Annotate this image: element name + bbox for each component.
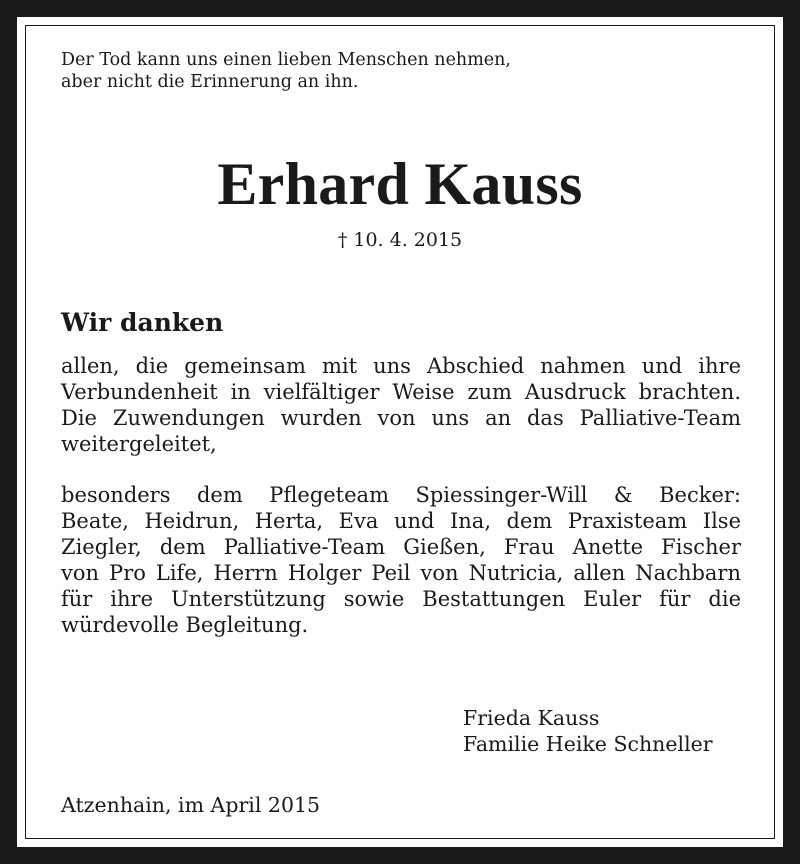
- deceased-name: Erhard Kauss: [217, 151, 583, 217]
- paragraph-line: Verbundenheit in vielfältiger Weise zum Ausdruck brachten.: [61, 380, 741, 404]
- thanks-heading: Wir danken: [61, 308, 224, 337]
- paragraph-line: Ziegler, dem Palliative-Team Gießen, Frau Anette Fischer: [61, 535, 741, 559]
- paragraph-line: für ihre Unterstützung sowie Bestattungen Euler für die: [61, 587, 741, 611]
- paragraph-line: allen, die gemeinsam mit uns Abschied nahmen und ihre: [61, 354, 741, 378]
- signature-line: Familie Heike Schneller: [463, 732, 713, 756]
- paragraph-line: würdevolle Begleitung.: [61, 613, 309, 637]
- motto-line: Der Tod kann uns einen lieben Menschen nehmen,: [61, 50, 511, 70]
- paragraph-line: Beate, Heidrun, Herta, Eva und Ina, dem Praxisteam Ilse: [61, 509, 741, 533]
- paragraph-line: besonders dem Pflegeteam Spiessinger-Will & Becker:: [61, 483, 741, 507]
- motto-line: aber nicht die Erinnerung an ihn.: [61, 72, 359, 92]
- thanks-paragraph-2: [61, 482, 741, 638]
- signature-block: [463, 705, 713, 757]
- signature-line: Frieda Kauss: [463, 706, 600, 730]
- motto-quote: [61, 49, 511, 93]
- place-and-date: Atzenhain, im April 2015: [61, 793, 321, 817]
- thanks-paragraph-1: [61, 353, 741, 457]
- paragraph-line: Die Zuwendungen wurden von uns an das Palliative-Team: [61, 406, 741, 430]
- paragraph-line: von Pro Life, Herrn Holger Peil von Nutricia, allen Nachbarn: [61, 561, 741, 585]
- paragraph-line: weitergeleitet,: [61, 432, 217, 456]
- death-date: † 10. 4. 2015: [337, 229, 463, 251]
